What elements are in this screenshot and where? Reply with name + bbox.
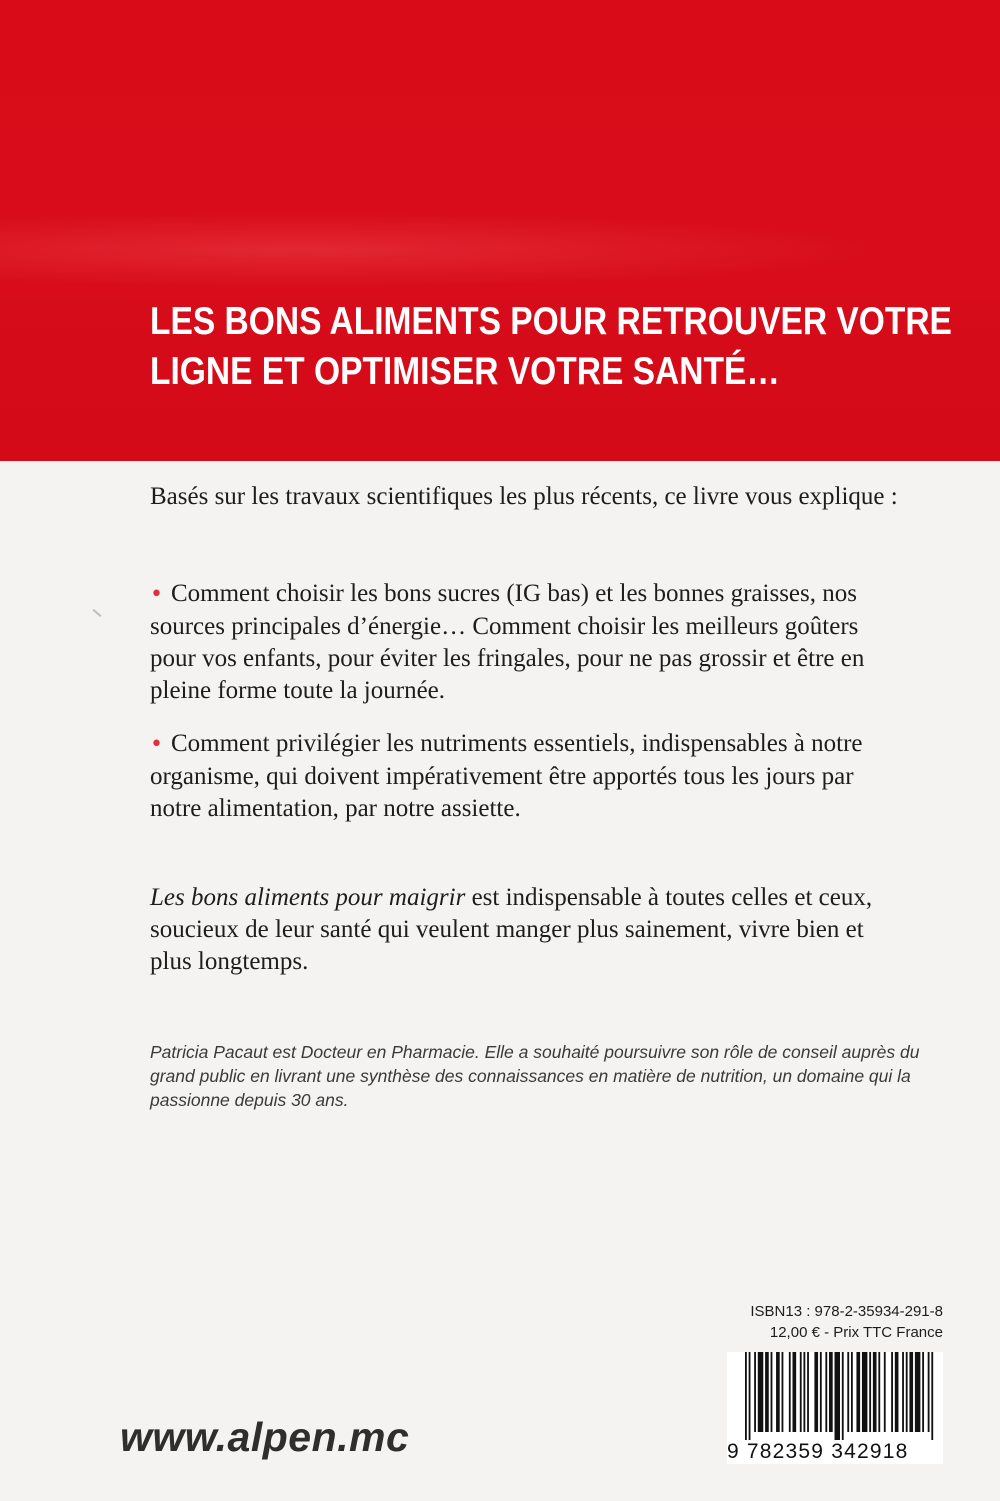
headline-line-1: LES BONS ALIMENTS POUR RETROUVER VOTRE: [150, 300, 952, 343]
isbn: ISBN13 : 978-2-35934-291-8: [750, 1303, 943, 1320]
barcode-bar: [803, 1352, 805, 1432]
barcode-bar: [847, 1352, 849, 1432]
barcode-bar: [895, 1352, 899, 1432]
barcode-bar: [851, 1352, 853, 1432]
barcode-bar: [931, 1352, 933, 1440]
barcode-bar: [820, 1352, 822, 1432]
barcode: [727, 1352, 943, 1464]
barcode-bar: [928, 1352, 930, 1432]
barcode-bar: [807, 1352, 809, 1432]
bullet-text: Comment privilégier les nutriments essentiels, indispensables à notre organisme, qui doivent impérativement être apportés tous les jours par notre alimentation, par notre assiette.: [150, 730, 863, 822]
barcode-bar: [835, 1352, 840, 1440]
barcode-bar: [800, 1352, 802, 1432]
barcode-bar: [878, 1352, 880, 1432]
barcode-bar: [749, 1352, 751, 1440]
barcode-bar: [909, 1352, 913, 1432]
bullet-marker: •: [150, 732, 163, 757]
barcode-bar: [829, 1352, 833, 1432]
barcode-bar: [869, 1352, 871, 1432]
barcode-bar: [906, 1352, 908, 1432]
barcode-bars: [745, 1352, 935, 1440]
headline: [150, 297, 952, 397]
blurred-title-area: [0, 205, 1000, 295]
barcode-bar: [862, 1352, 867, 1432]
closing-paragraph: [150, 882, 910, 978]
bullet-paragraph-2: [150, 728, 910, 825]
barcode-bar: [745, 1352, 747, 1440]
author-bio: Patricia Pacaut est Docteur en Pharmacie. Elle a souhaité poursuivre son rôle de conseil auprès du grand public en livrant une synthèse des connaissances en matière de nutrition, un domaine qui la passionne depuis 30 ans.: [150, 1042, 920, 1110]
barcode-bar: [765, 1352, 769, 1432]
barcode-digits: 9 782359 342918: [727, 1440, 909, 1463]
barcode-bar: [922, 1352, 924, 1432]
barcode-bar: [771, 1352, 773, 1432]
book-title: Les bons aliments pour maigrir: [150, 884, 466, 911]
barcode-bar: [856, 1352, 860, 1432]
paper-crease: [93, 609, 102, 617]
barcode-bar: [758, 1352, 763, 1432]
barcode-bar: [902, 1352, 904, 1432]
barcode-bar: [825, 1352, 827, 1432]
barcode-bar: [842, 1352, 844, 1440]
barcode-bar: [793, 1352, 797, 1432]
barcode-bar: [884, 1352, 886, 1432]
barcode-bar: [776, 1352, 780, 1432]
intro-paragraph: Basés sur les travaux scientifiques les plus récents, ce livre vous explique :: [150, 483, 898, 510]
bullet-paragraph-1: [150, 578, 910, 707]
barcode-bar: [915, 1352, 920, 1432]
bullet-marker: •: [150, 582, 163, 607]
bullet-text: Comment choisir les bons sucres (IG bas) et les bonnes graisses, nos sources principales d’énergie… Comment choisir les meilleurs goûters pour vos enfants, pour éviter les fringales, pour ne pas grossir et être en pleine forme toute la journée.: [150, 580, 865, 704]
publisher-website: www.alpen.mc: [120, 1414, 410, 1460]
barcode-bar: [754, 1352, 756, 1432]
barcode-bar: [891, 1352, 893, 1432]
headline-line-2: LIGNE ET OPTIMISER VOTRE SANTÉ…: [150, 350, 780, 393]
price: 12,00 € - Prix TTC France: [769, 1324, 943, 1341]
barcode-bar: [814, 1352, 818, 1432]
closing-text: est indispensable à toutes celles et ceux, soucieux de leur santé qui veulent manger plus sainement, vivre bien et plus longtemps.: [150, 884, 873, 975]
barcode-bar: [782, 1352, 784, 1432]
barcode-bar: [789, 1352, 791, 1432]
barcode-bar: [873, 1352, 877, 1432]
isbn-price-block: [700, 1301, 943, 1343]
